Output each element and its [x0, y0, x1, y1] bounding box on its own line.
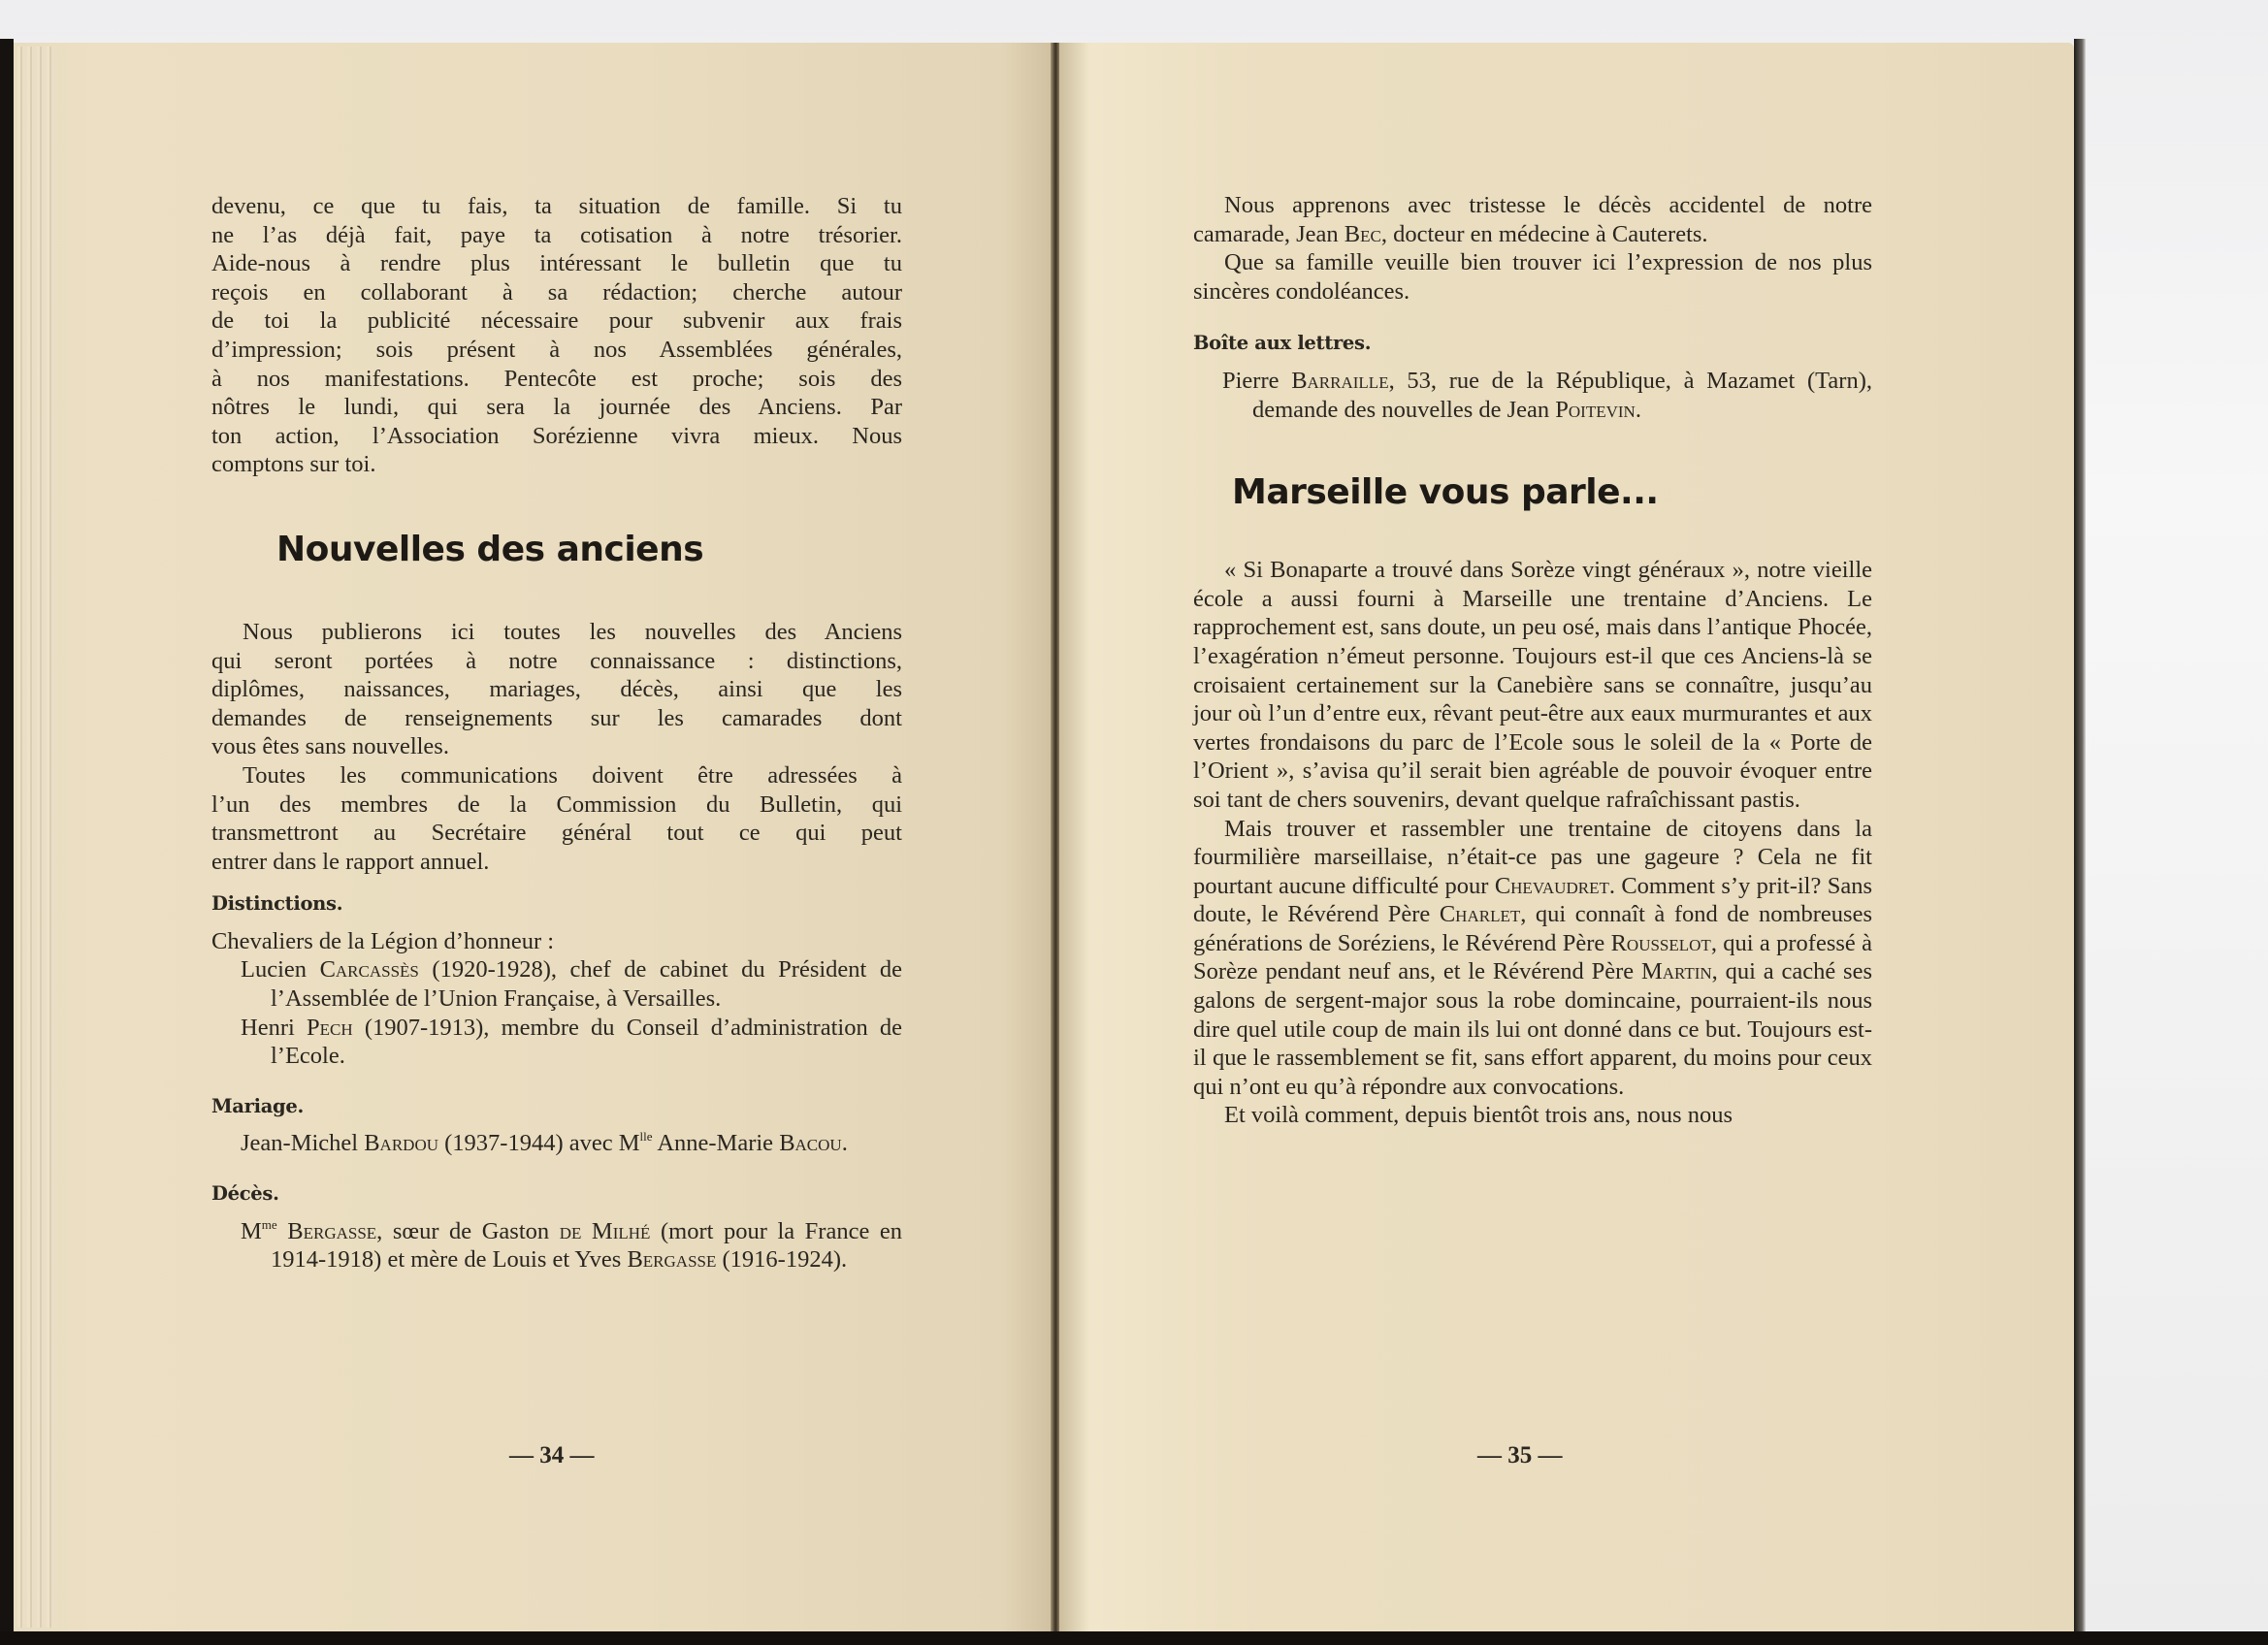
- condolences-paragraph: Que sa famille veuille bien trouver ici l’expression de nos plus sincères condoléances.: [1193, 249, 1872, 305]
- entry-text: (1920-1928), chef de cabinet du Président de l’Assemblée de l’Union Française, à Versailles.: [271, 956, 902, 1013]
- section-intro: [211, 618, 902, 876]
- heading-deces: Décès.: [211, 1182, 279, 1206]
- mailbox-entry: [1193, 367, 1872, 424]
- paragraph-text: . Comment s’y prit-il? Sans doute, le Révérend Père: [1193, 872, 1873, 928]
- text-line: Nous publierons ici toutes les nouvelles des Anciens: [243, 618, 902, 645]
- text-line: d’impression; sois présent à nos Assemblées générales,: [211, 336, 902, 363]
- entry-text: (mort pour la France en 1914-1918) et mère de Louis et Yves: [271, 1217, 903, 1274]
- text-line: comptons sur toi.: [211, 451, 376, 478]
- text-line: vous êtes sans nouvelles.: [211, 733, 449, 760]
- spouse-surname: Bacou: [779, 1130, 842, 1157]
- title-prefix: M: [241, 1217, 262, 1244]
- text-line: transmettront au Secrétaire général tout ce qui peut: [211, 820, 902, 847]
- paragraph-text: Nous apprenons avec tristesse le décès accidentel de notre camarade, Jean: [1193, 192, 1872, 247]
- text-line: de toi la publicité nécessaire pour subvenir aux frais: [211, 307, 902, 335]
- left-page-text: [211, 192, 902, 1274]
- marseille-paragraph-3: Et voilà comment, depuis bientôt trois ans, nous nous: [1224, 1102, 1733, 1129]
- surname: Bec: [1344, 220, 1381, 247]
- text-line: ton action, l’Association Sorézienne vivra mieux. Nous: [211, 422, 902, 449]
- distinction-entry: [211, 1014, 902, 1071]
- text-line: Aide-nous à rendre plus intéressant le bulletin que tu: [211, 250, 902, 277]
- paragraph-text: , qui a caché ses galons de sergent-major sous la robe domincaine, pourraient-ils nous dire quel utile coup de main ils lui ont donné dans ce but. Toujours est-il que le rassemblement se fit, sans effort apparent, du moins pour ceux qui n’ont eu qu’à répondre aux convocations.: [1193, 958, 1872, 1100]
- intro-paragraph: [211, 192, 902, 479]
- surname: Martin: [1640, 958, 1712, 985]
- book-gutter: [1051, 43, 1059, 1631]
- surname: Bergasse: [627, 1246, 717, 1274]
- surname: Charlet: [1439, 901, 1521, 928]
- surname: Carcassès: [319, 956, 419, 984]
- page-number-left: — 34 —: [509, 1442, 595, 1468]
- surname: Poitevin: [1555, 396, 1636, 423]
- deces-entry: [211, 1217, 902, 1274]
- entry-text: , 53, rue de la République, à Mazamet (Tarn), demande des nouvelles de Jean: [1252, 367, 1872, 423]
- text-line: ne l’as déjà fait, paye ta cotisation à notre trésorier.: [211, 221, 902, 248]
- marseille-paragraph-2: [1193, 815, 1872, 1102]
- paragraph-text: , docteur en médecine à Cauterets.: [1380, 220, 1708, 247]
- surname: Barraille: [1291, 367, 1389, 394]
- heading-boite-aux-lettres: Boîte aux lettres.: [1193, 332, 1372, 355]
- spouse-first-name: Anne-Marie: [657, 1130, 774, 1157]
- marseille-paragraph-1: « Si Bonaparte a trouvé dans Sorèze vingt généraux », notre vieille école a aussi fourni à Marseille une trentaine d’Anciens. Le rapprochement est, sans doute, un peu osé, mais dans l’antique Phocée, l’exagération n’émeut personne. Toujours est-il que ces Anciens-là se croisaient certainement sur la Canebière sans se connaître, jusqu’au jour où l’un d’entre eux, rêvant peut-être aux eaux murmurantes et aux vertes frondaisons du parc de l’Ecole sous le soleil de la « Porte de l’Orient », s’avisa qu’il serait bien agréable de pouvoir évoquer entre soi tant de chers souvenirs, devant quelque rafraîchissant pastis.: [1193, 557, 1872, 813]
- title-prefix: M: [618, 1130, 640, 1157]
- heading-distinctions: Distinctions.: [211, 892, 343, 916]
- first-name: Pierre: [1222, 367, 1280, 394]
- paragraph-text: Mais trouver et rassembler une trentaine de citoyens dans la fourmilière marseillaise, n’était-ce pas une gageure ? Cela ne fit pourtant aucune difficulté pour: [1193, 815, 1872, 899]
- distinction-entry: [211, 955, 902, 1013]
- paragraph-text: , qui connaît à fond de nombreuses générations de Soréziens, le Révérend Père: [1193, 901, 1872, 956]
- text-line: l’un des membres de la Commission du Bulletin, qui: [211, 790, 902, 818]
- surname: de Milhé: [559, 1217, 651, 1244]
- punctuation: .: [841, 1130, 848, 1157]
- surname: Pech: [306, 1014, 353, 1041]
- text-line: qui seront portées à notre connaissance : distinctions,: [211, 647, 902, 674]
- text-line: à nos manifestations. Pentecôte est proche; sois des: [211, 365, 902, 392]
- scan-shadow-right: [2074, 39, 2086, 1634]
- first-name: Lucien: [241, 956, 308, 984]
- text-line: demandes de renseignements sur les camarades dont: [211, 704, 902, 731]
- section-title-nouvelles: Nouvelles des anciens: [276, 529, 704, 569]
- paragraph-text: , qui a professé à Sorèze pendant neuf ans, et le Révérend Père: [1193, 929, 1872, 985]
- title-superscript: me: [261, 1216, 277, 1232]
- entry-text: (1907-1913), membre du Conseil d’administration de l’Ecole.: [271, 1014, 903, 1070]
- text-line: devenu, ce que tu fais, ta situation de famille. Si tu: [211, 193, 902, 219]
- scan-shadow-bottom: [0, 1631, 2268, 1645]
- section-title-marseille: Marseille vous parle...: [1232, 472, 1659, 513]
- title-superscript: lle: [639, 1129, 653, 1145]
- distinctions-subheading: Chevaliers de la Légion d’honneur :: [211, 927, 555, 954]
- mariage-entry: [211, 1129, 902, 1158]
- entry-text: (1916-1924).: [722, 1246, 848, 1274]
- text-line: nôtres le lundi, qui sera la journée des Anciens. Par: [211, 394, 902, 421]
- entry-text: (1937-1944) avec: [444, 1130, 613, 1157]
- text-line: entrer dans le rapport annuel.: [211, 848, 490, 875]
- text-line: reçois en collaborant à sa rédaction; cherche autour: [211, 278, 902, 306]
- page-stack-edges: [17, 47, 56, 1628]
- punctuation: .: [1635, 396, 1641, 423]
- heading-mariage: Mariage.: [211, 1094, 304, 1117]
- entry-text: , sœur de Gaston: [376, 1217, 550, 1244]
- surname: Rousselot: [1610, 929, 1711, 956]
- text-line: Toutes les communications doivent être adressées à: [243, 761, 902, 789]
- surname: Bergasse: [287, 1217, 377, 1244]
- surname: Bardou: [364, 1130, 439, 1157]
- page-number-right: — 35 —: [1477, 1442, 1563, 1468]
- obituary-paragraph: [1193, 191, 1872, 248]
- first-name: Henri: [241, 1014, 295, 1041]
- right-page-text: [1193, 191, 1872, 1130]
- text-line: diplômes, naissances, mariages, décès, ainsi que les: [211, 676, 902, 703]
- first-name: Jean-Michel: [241, 1130, 359, 1157]
- scan-shadow-left: [0, 39, 14, 1645]
- surname: Chevaudret: [1494, 872, 1609, 899]
